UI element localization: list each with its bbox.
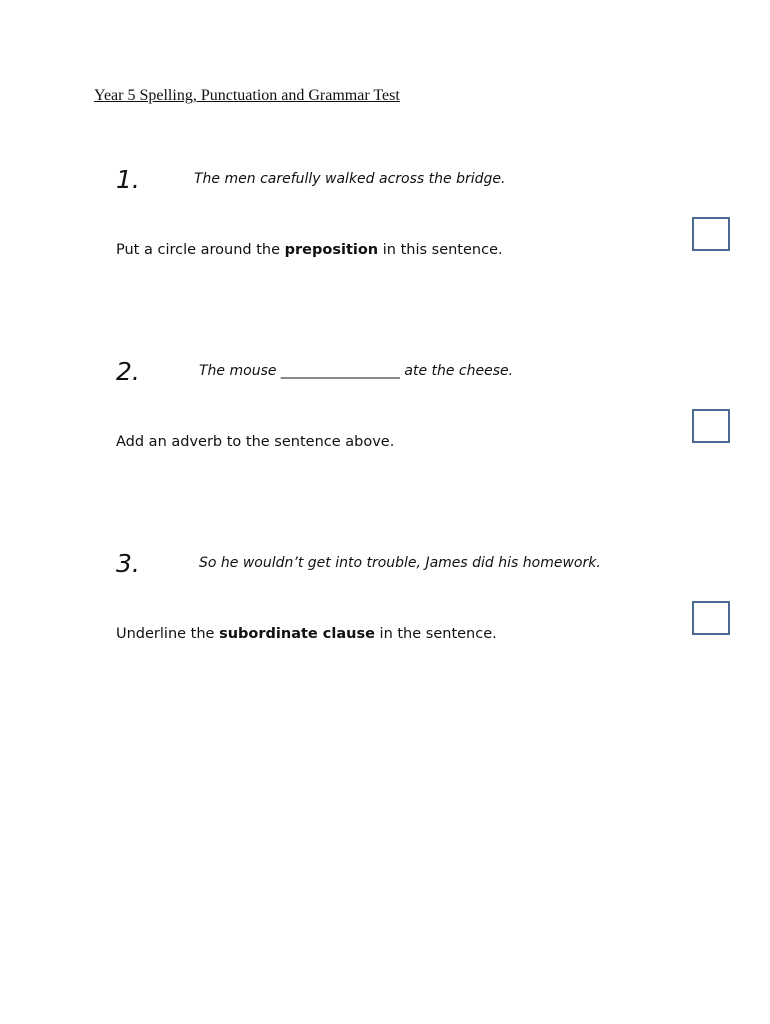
instruction-keyword: preposition: [284, 242, 379, 258]
instruction-text: Put a circle around the: [116, 242, 285, 258]
question-sentence: The mouse _________________ ate the cheese.: [199, 363, 514, 379]
instruction-keyword: subordinate clause: [219, 626, 375, 642]
instruction-text: in the sentence.: [374, 626, 497, 642]
question-sentence: So he wouldn’t get into trouble, James did his homework.: [199, 555, 601, 571]
answer-mark-box[interactable]: [692, 601, 730, 635]
instruction-text: in this sentence.: [378, 242, 503, 258]
question-number: 3.: [116, 549, 140, 578]
question-instruction: [116, 434, 394, 450]
question-number: 1.: [116, 165, 140, 194]
answer-mark-box[interactable]: [692, 217, 730, 251]
page-title: Year 5 Spelling, Punctuation and Grammar Test: [94, 87, 400, 104]
question-instruction: [116, 626, 497, 642]
question-instruction: [116, 242, 503, 258]
question-number: 2.: [116, 357, 140, 386]
question-sentence: The men carefully walked across the bridge.: [194, 171, 506, 187]
instruction-text: Underline the: [116, 626, 220, 642]
answer-mark-box[interactable]: [692, 409, 730, 443]
instruction-text: Add an adverb to the sentence above.: [116, 434, 395, 450]
